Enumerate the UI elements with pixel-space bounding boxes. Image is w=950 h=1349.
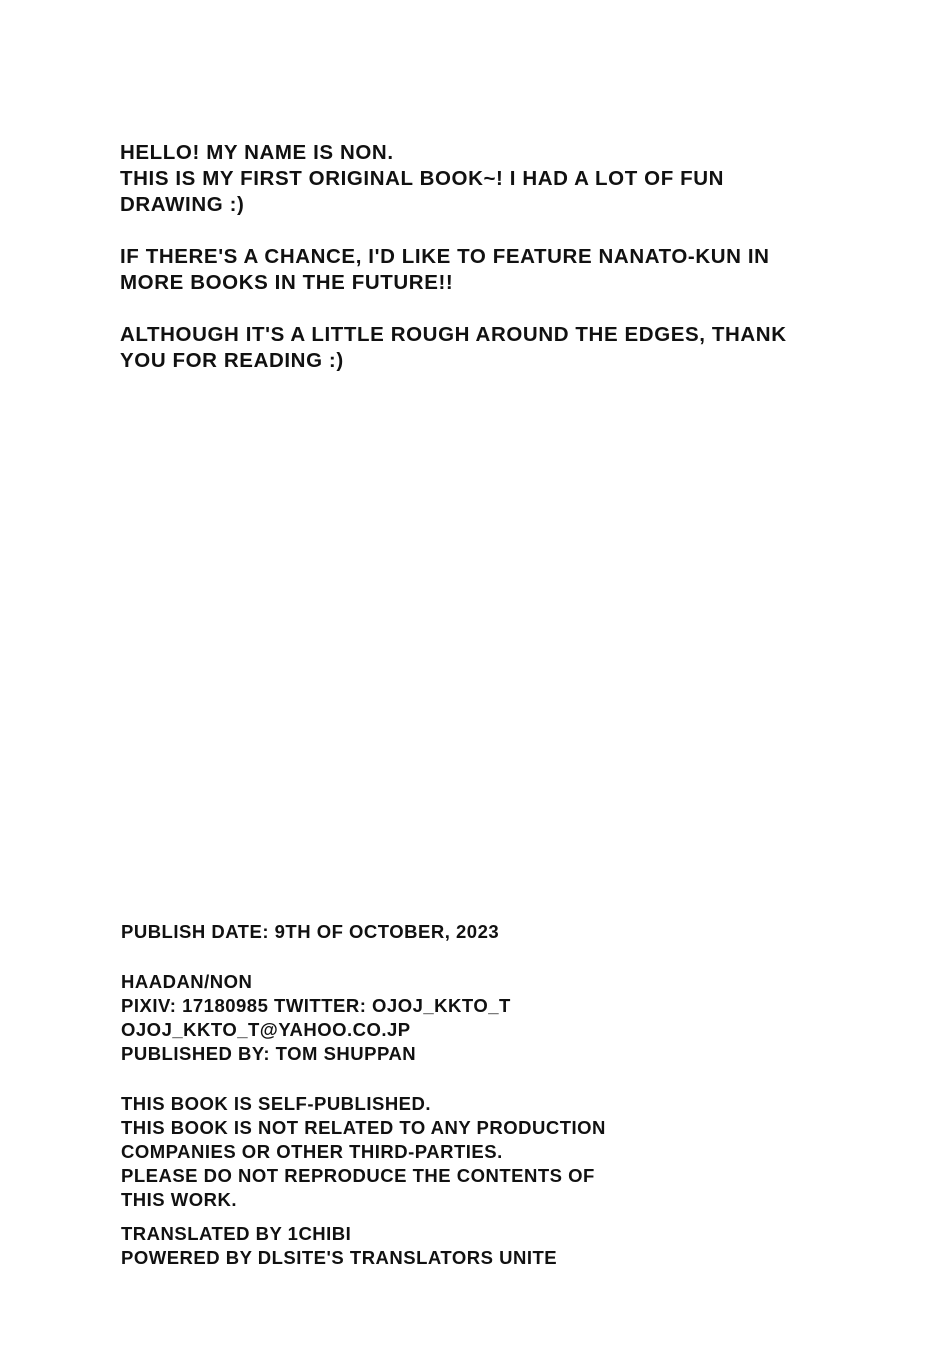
publish-date-line: PUBLISH DATE: 9TH OF OCTOBER, 2023 bbox=[121, 921, 500, 942]
legal-notice-line: THIS BOOK IS SELF-PUBLISHED. bbox=[121, 1093, 432, 1114]
legal-notice-line: THIS BOOK IS NOT RELATED TO ANY PRODUCTION bbox=[121, 1117, 606, 1138]
afterword-line: IF THERE'S A CHANCE, I'D LIKE TO FEATURE NANATO-KUN IN bbox=[120, 245, 770, 268]
publish-date-block bbox=[121, 920, 841, 944]
legal-notice-line: COMPANIES OR OTHER THIRD-PARTIES. bbox=[121, 1141, 503, 1162]
colophon-section bbox=[121, 920, 841, 1238]
legal-notice-line: THIS WORK. bbox=[121, 1189, 237, 1210]
circle-author-line: HAADAN/NON bbox=[121, 971, 253, 992]
email-line: OJOJ_KKTO_T@YAHOO.CO.JP bbox=[121, 1019, 411, 1040]
social-handles-line: PIXIV: 17180985 TWITTER: OJOJ_KKTO_T bbox=[121, 995, 511, 1016]
legal-notice-line: PLEASE DO NOT REPRODUCE THE CONTENTS OF bbox=[121, 1165, 595, 1186]
legal-notice-block bbox=[121, 1092, 841, 1212]
translation-credits-section bbox=[121, 1222, 841, 1270]
afterword-line: DRAWING :) bbox=[120, 193, 245, 216]
afterword-line: ALTHOUGH IT'S A LITTLE ROUGH AROUND THE EDGES, THANK bbox=[120, 323, 787, 346]
afterword-paragraph bbox=[120, 322, 820, 374]
translator-line: TRANSLATED BY 1CHIBI bbox=[121, 1223, 352, 1244]
publisher-line: PUBLISHED BY: TOM SHUPPAN bbox=[121, 1043, 417, 1064]
powered-by-line: POWERED BY DLSITE'S TRANSLATORS UNITE bbox=[121, 1247, 558, 1268]
afterword-paragraph bbox=[120, 140, 820, 218]
author-contact-block bbox=[121, 970, 841, 1066]
afterword-line: HELLO! MY NAME IS NON. bbox=[120, 141, 394, 164]
afterword-line: THIS IS MY FIRST ORIGINAL BOOK~! I HAD A LOT OF FUN bbox=[120, 167, 725, 190]
afterword-line: YOU FOR READING :) bbox=[120, 349, 344, 372]
afterword-paragraph bbox=[120, 244, 820, 296]
afterword-section bbox=[120, 140, 820, 374]
afterword-line: MORE BOOKS IN THE FUTURE!! bbox=[120, 271, 454, 294]
